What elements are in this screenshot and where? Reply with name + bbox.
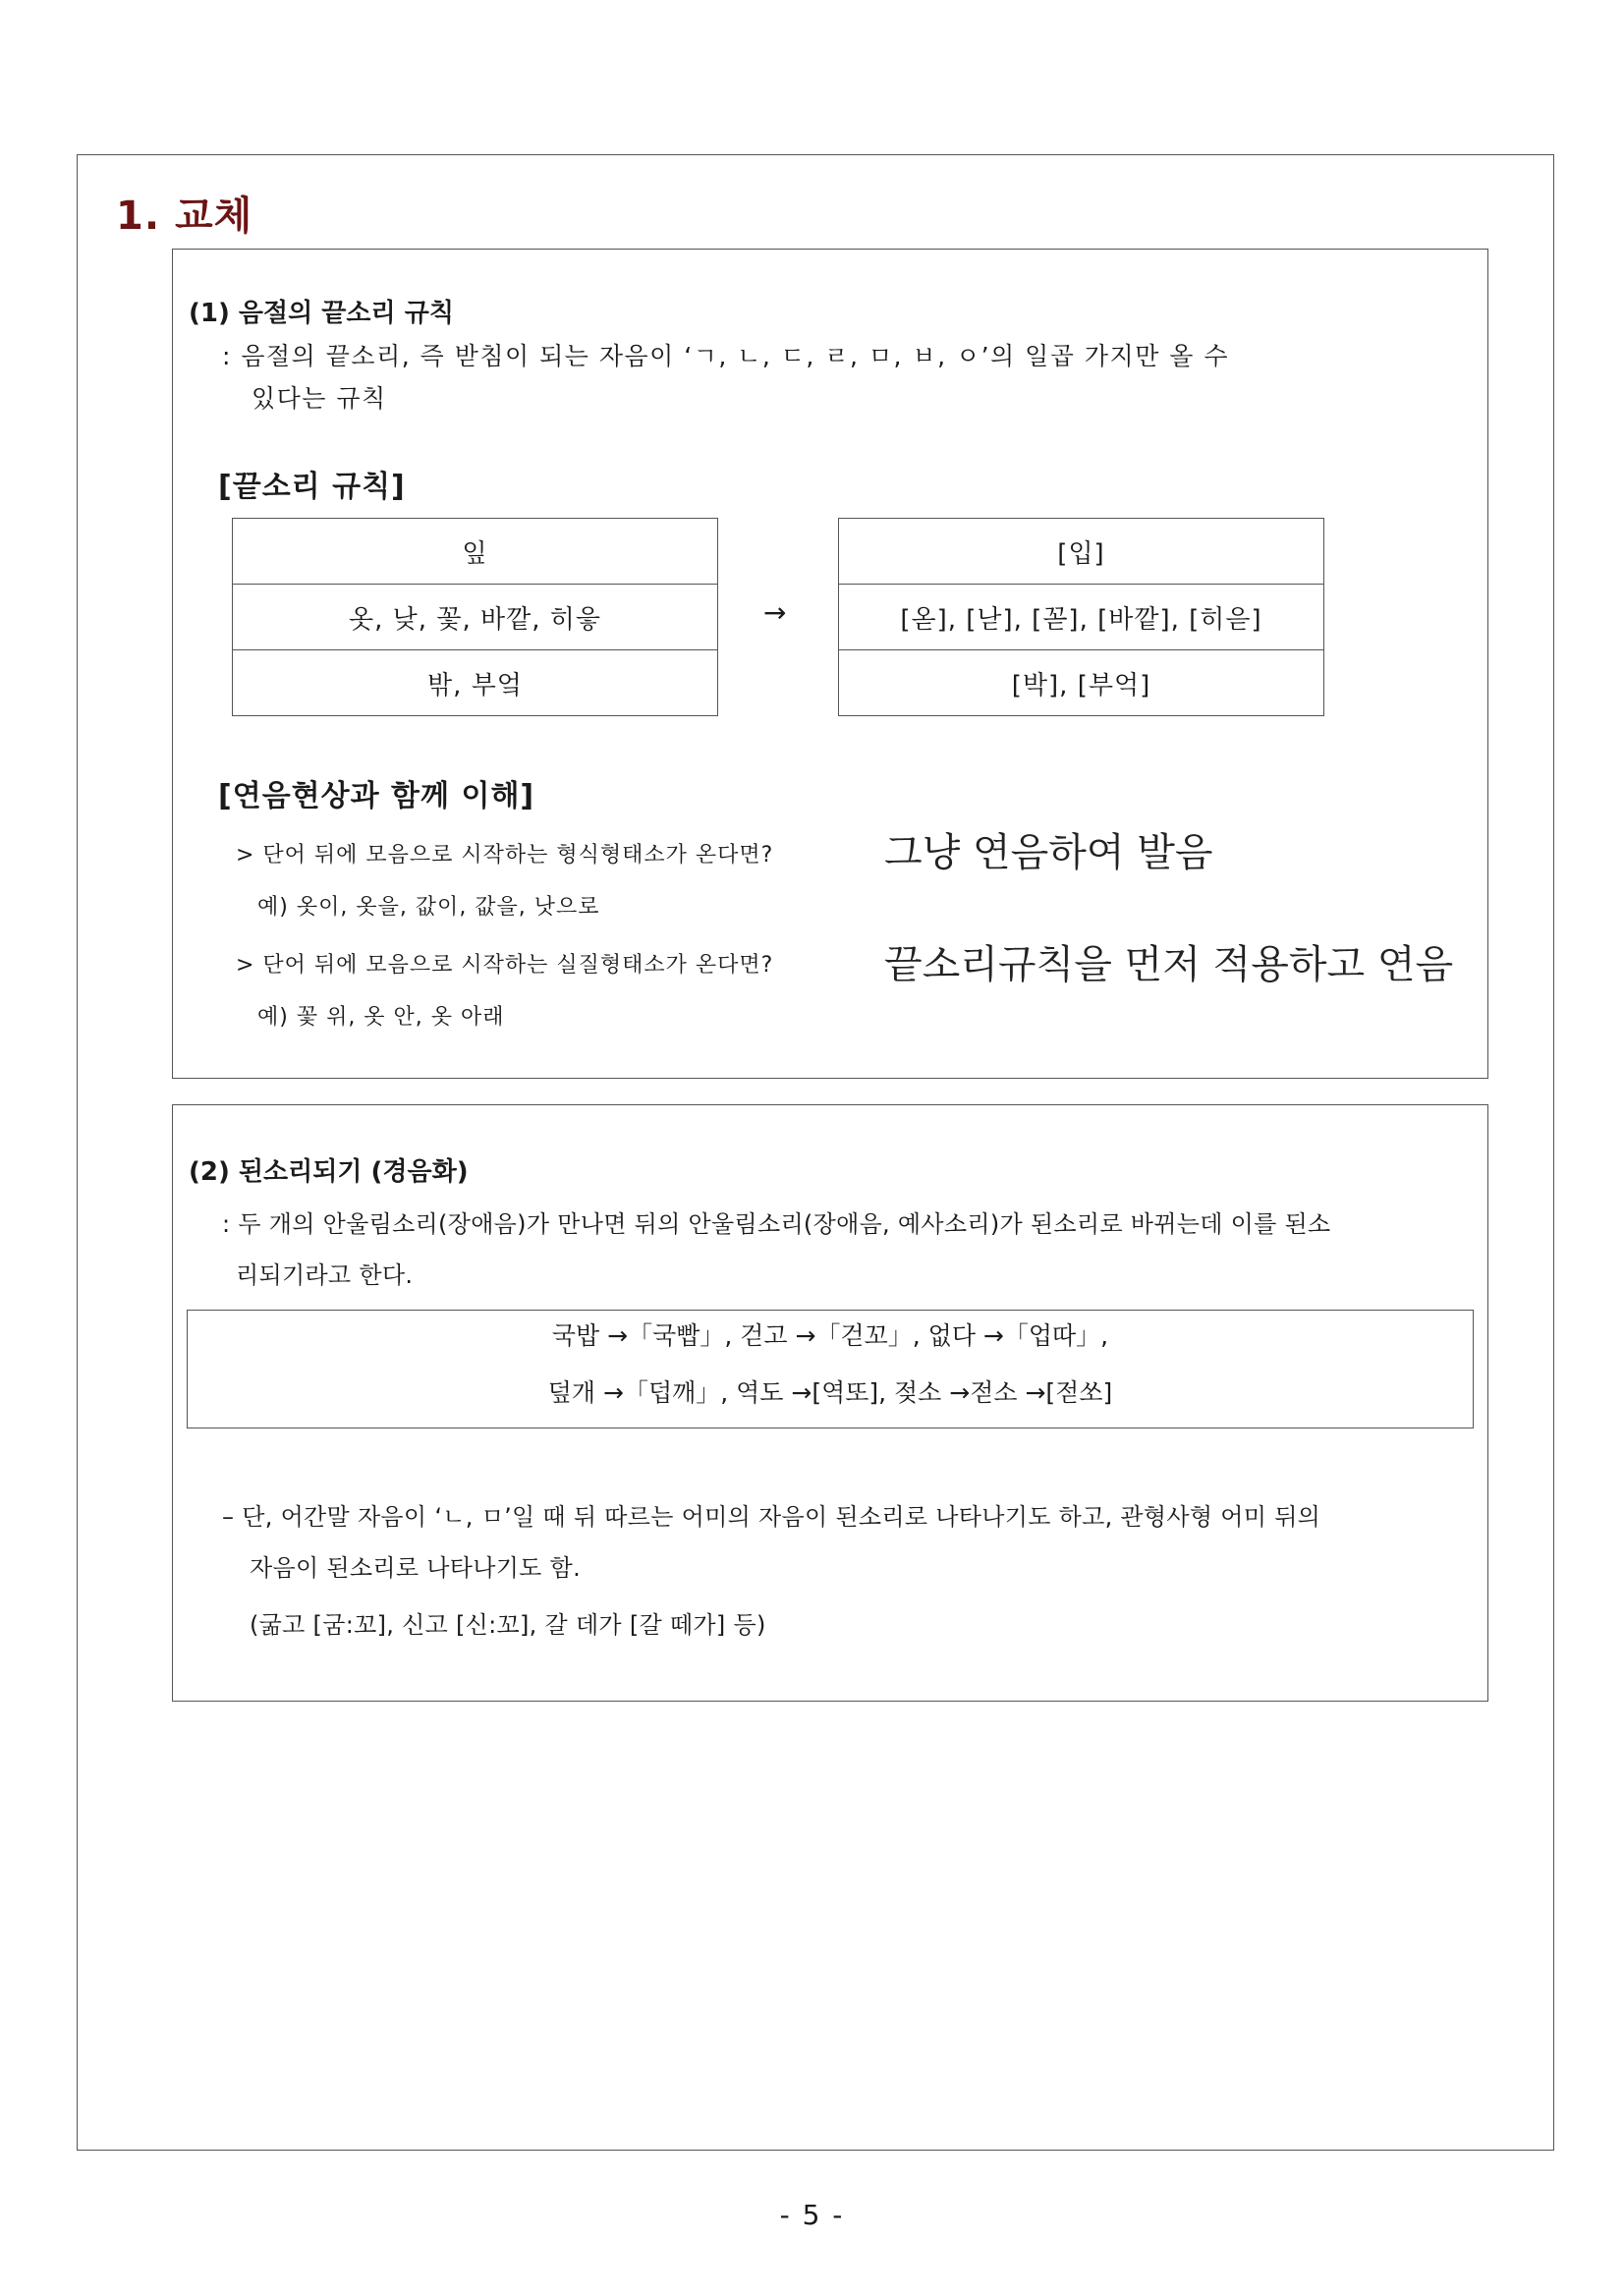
example-line1: 국밥 →「국빱」, 걷고 →「걷꼬」, 없다 →「업따」, (551, 1321, 1109, 1350)
rule-left-cell: 잎 (233, 519, 718, 585)
page-number: - 5 - (779, 2199, 845, 2231)
rule-left-cell: 밖, 부엌 (233, 650, 718, 716)
rule-right-cell: [옫], [낟], [꼳], [바깥], [히읃] (839, 585, 1324, 650)
rule-heading: [끝소리 규칙] (218, 470, 406, 504)
page-title: 1. 교체 (116, 194, 253, 239)
section1-definition-line2: 있다는 규칙 (252, 384, 387, 413)
rule-table-left (232, 518, 718, 716)
section2-note-line2: 자음이 된소리로 나타나기도 함. (250, 1554, 582, 1582)
section2-note-line3: (굶고 [굼:꼬], 신고 [신:꼬], 갈 데가 [갈 떼가] 등) (250, 1611, 766, 1639)
liaison-heading: [연음현상과 함께 이해] (218, 779, 535, 813)
case2-answer: 끝소리규칙을 먼저 적용하고 연음 (884, 942, 1454, 987)
section2-note-line1: – 단, 어간말 자음이 ‘ㄴ, ㅁ’일 때 뒤 따르는 어미의 자음이 된소리로 나타나기도 하고, 관형사형 어미 뒤의 (222, 1503, 1321, 1531)
case2-question: > 단어 뒤에 모음으로 시작하는 실질형태소가 온다면? (236, 953, 774, 978)
section1-definition-line1: : 음절의 끝소리, 즉 받침이 되는 자음이 ‘ㄱ, ㄴ, ㄷ, ㄹ, ㅁ, ㅂ, ㅇ’의 일곱 가지만 올 수 (222, 342, 1230, 370)
section2-title: (2) 된소리되기 (경음화) (189, 1157, 469, 1187)
rule-left-cell: 옷, 낮, 꽃, 바깥, 히읗 (233, 585, 718, 650)
example-box (187, 1310, 1474, 1428)
case2-example: 예) 꽃 위, 옷 안, 옷 아래 (257, 1005, 505, 1030)
rule-arrow: → (763, 596, 787, 629)
rule-right-cell: [박], [부억] (839, 650, 1324, 716)
section1-title: (1) 음절의 끝소리 규칙 (189, 299, 454, 328)
example-line2: 덮개 →「덥깨」, 역도 →[역또], 젖소 →젇소 →[젇쏘] (547, 1378, 1113, 1407)
section2-definition-line2: 리되기라고 한다. (236, 1261, 414, 1289)
rule-right-cell: [입] (839, 519, 1324, 585)
rule-table-right (838, 518, 1324, 716)
case1-answer: 그냥 연음하여 발음 (884, 830, 1213, 875)
case1-question: > 단어 뒤에 모음으로 시작하는 형식형태소가 온다면? (236, 843, 774, 868)
case1-example: 예) 옷이, 옷을, 값이, 값을, 낫으로 (257, 895, 600, 920)
section2-definition-line1: : 두 개의 안울림소리(장애음)가 만나면 뒤의 안울림소리(장애음, 예사소리)가 된소리로 바뀌는데 이를 된소 (222, 1210, 1331, 1238)
